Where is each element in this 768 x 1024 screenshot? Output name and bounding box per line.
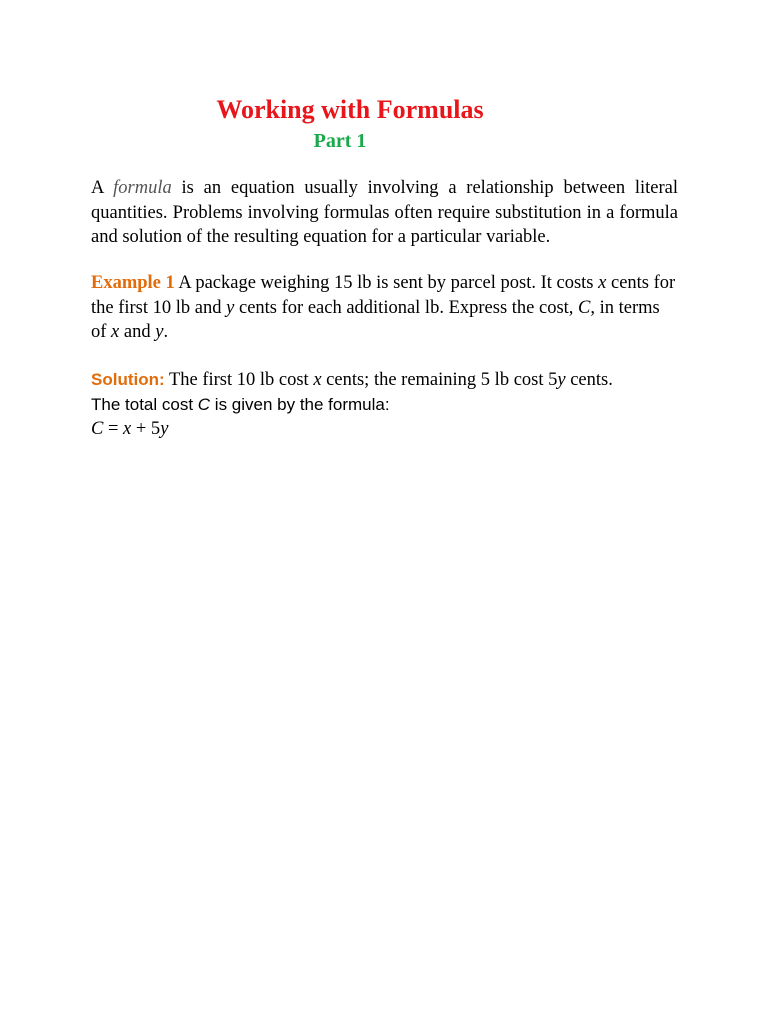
intro-formula-term: formula: [113, 178, 172, 198]
formula-equals: =: [103, 419, 124, 439]
example-1-label: Example 1: [91, 273, 175, 293]
solution-line2-text: is given by the formula:: [210, 394, 390, 414]
solution-paragraph: [91, 368, 678, 442]
example-1-var-x: x: [111, 322, 120, 342]
formula-var-y: y: [160, 419, 169, 439]
intro-text-a: A: [91, 178, 114, 198]
cost-formula: [91, 419, 168, 439]
example-1-text: .: [163, 322, 169, 342]
example-1-text: A package weighing 15 lb is sent by parcel post. It costs: [174, 273, 599, 293]
example-1-text: and: [119, 322, 156, 342]
page-title: Working with Formulas: [216, 95, 484, 124]
example-1-var-x: x: [598, 273, 607, 293]
formula-var-c: C: [91, 419, 104, 439]
solution-label: Solution:: [91, 370, 165, 389]
solution-var-x: x: [313, 370, 322, 390]
solution-text: cents; the remaining 5 lb cost 5: [321, 370, 558, 390]
formula-var-x: x: [123, 419, 132, 439]
formula-plus-five: + 5: [131, 419, 161, 439]
example-1-paragraph: [91, 271, 678, 345]
example-1-text: cents for the first 10 lb and: [91, 273, 676, 318]
example-1-text: cents for each additional lb. Express the cost,: [234, 297, 579, 318]
example-1-text: , in terms of: [91, 297, 660, 342]
intro-paragraph: [91, 176, 678, 250]
solution-var-y: y: [557, 370, 566, 390]
example-1-var-y: y: [155, 322, 164, 342]
solution-text: The first 10 lb cost: [164, 370, 314, 390]
solution-text: cents.: [565, 370, 613, 390]
solution-line2-text: The total cost: [91, 394, 198, 414]
example-1-var-c: C: [578, 297, 591, 318]
solution-var-c: C: [197, 394, 211, 414]
example-1-var-y: y: [226, 297, 235, 318]
page-subtitle: Part 1: [313, 130, 367, 152]
intro-text-rest: is an equation usually involving a relationship between literal quantities. Problems involving formulas often require substitution in a formula and solution of the resulting equation for a particular variable.: [91, 178, 678, 247]
